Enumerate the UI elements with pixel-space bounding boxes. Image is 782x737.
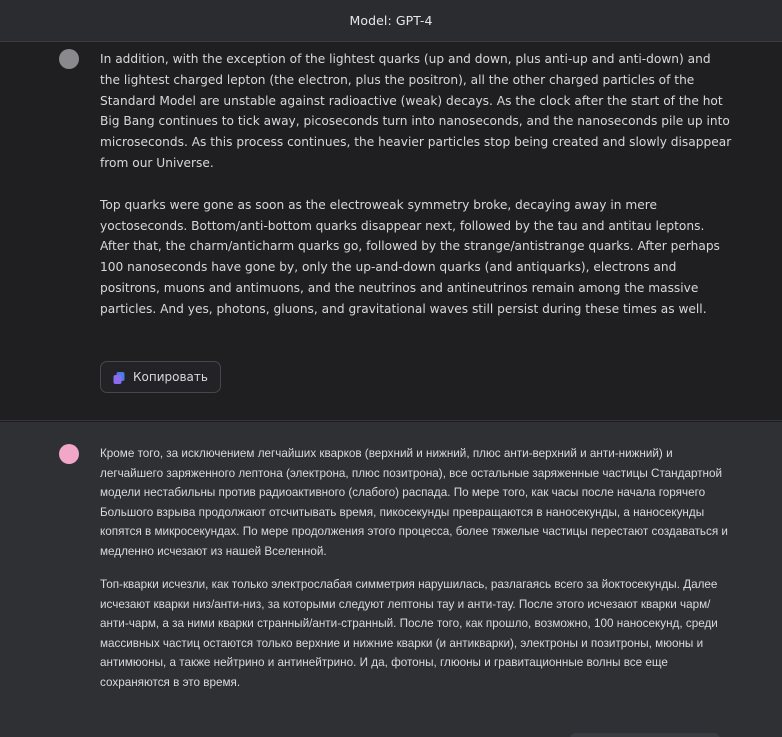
message-content [100, 444, 732, 706]
model-title: Model: GPT-4 [349, 13, 433, 28]
message-paragraph: Кроме того, за исключением легчайших кварков (верхний и нижний, плюс анти-верхний и анти-нижний) и легчайшего заряженного лептона (электрона, плюс позитрона), все остальные заряженные частицы Стандартной модели нестабильны против радиоактивного (слабого) распада. По мере того, как часы после начала горячего Большого взрыва продолжают отсчитывать время, пикосекунды превращаются в наносекунды, а наносекунды копятся в микросекундах. По мере продолжения этого процесса, более тяжелые частицы перестают создаваться и медленно исчезают из нашей Вселенной. [100, 447, 728, 558]
message-paragraph: Топ-кварки исчезли, как только электрослабая симметрия нарушилась, разлагаясь всего за йоктосекунды. Далее исчезают кварки низ/анти-низ, за которыми следуют лептоны тау и анти-тау. После этого исчезают кварки чарм/анти-чарм, а за ними кварки странный/анти-странный. После того, как прошло, возможно, 100 наносекунд, среди массивных частиц остаются только верхние и нижние кварки (и антикварки), электроны и позитроны, мюоны и антимюоны, а также нейтрино и антинейтрино. И да, фотоны, глюоны и гравитационные волны все еще сохраняются в это время. [100, 578, 718, 689]
assistant-avatar-icon [59, 444, 79, 464]
message-user [0, 42, 782, 421]
user-avatar-icon [59, 49, 79, 69]
message-paragraph: Top quarks were gone as soon as the electroweak symmetry broke, decaying away in mere yoctoseconds. Bottom/anti-bottom quarks disappear next, followed by the tau and antitau leptons. After that, the charm/anticharm quarks go, followed by the strange/antistrange quarks. After perhaps 100 nanoseconds have gone by, only the up-and-down quarks (and antiquarks), electrons and positrons, muons and antimuons, and the neutrinos and antineutrinos remain among the massive particles. And yes, photons, gluons, and gravitational waves still persist during these times as well. [100, 197, 720, 316]
message-paragraph: In addition, with the exception of the lightest quarks (up and down, plus anti-up and anti-down) and the lightest charged lepton (the electron, plus the positron), all the other charged particles of the Standard Model are unstable against radioactive (weak) decays. As the clock after the start of the hot Big Bang continues to tick away, picoseconds turn into nanoseconds, and the nanoseconds pile up into microseconds. As this process continues, the heavier particles stop being created and slowly disappear from our Universe. [100, 52, 732, 170]
copy-icon [112, 370, 126, 384]
copy-button-label: Копировать [133, 370, 208, 384]
message-assistant [0, 422, 782, 737]
copy-button[interactable] [100, 361, 221, 393]
header-bar [0, 0, 782, 42]
scroll-to-bottom-handle[interactable] [570, 733, 720, 737]
message-content [100, 49, 732, 341]
